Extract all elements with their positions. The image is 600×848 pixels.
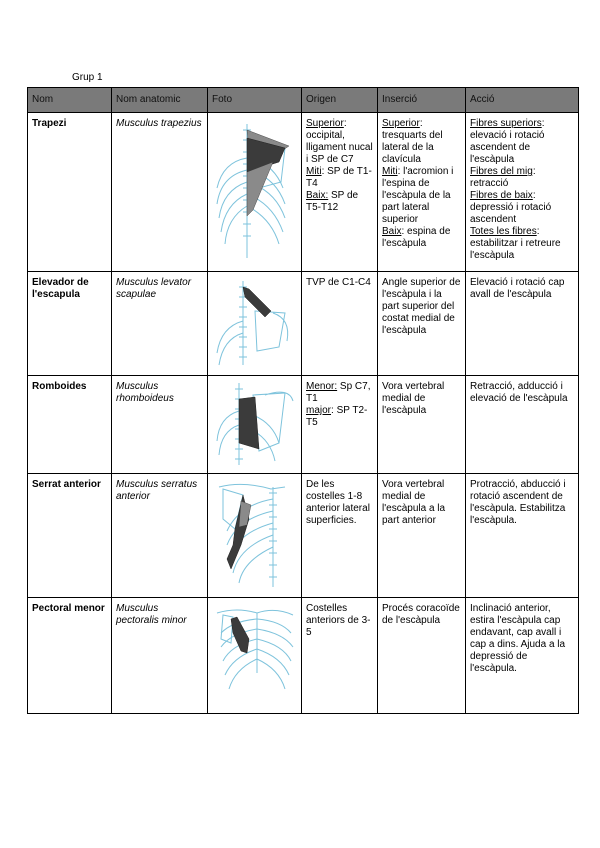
trapezius-illustration (213, 118, 297, 264)
row-action: Retracció, adducció i elevació de l'escàpula (466, 376, 579, 474)
header-nom: Nom (28, 88, 112, 113)
rhomboid-illustration (213, 381, 297, 467)
row-photo (208, 113, 302, 272)
action-superior-text: : elevació i rotació ascendent de l'escàpula (470, 118, 545, 165)
row-origin (302, 376, 378, 474)
row-anatomic-name: Musculus levator scapulae (112, 272, 208, 376)
table-row (28, 272, 579, 376)
header-insercio: Inserció (378, 88, 466, 113)
action-mid-text: : retracció (470, 166, 536, 189)
origin-mid-text: : SP de T1-T4 (306, 166, 372, 189)
table-row (28, 376, 579, 474)
row-photo (208, 598, 302, 714)
row-anatomic-name: Musculus pectoralis minor (112, 598, 208, 714)
insertion-superior-text: : tresquarts del lateral de la clavícula (382, 118, 443, 165)
header-anatomic: Nom anatomic (112, 88, 208, 113)
row-action: Protracció, abducció i rotació ascendent de l'escàpula. Estabilitza l'escàpula. (466, 474, 579, 598)
muscle-table (27, 87, 579, 714)
table-row (28, 474, 579, 598)
row-anatomic-name: Musculus rhomboideus (112, 376, 208, 474)
row-insertion: Vora vertebral medial de l'escàpula (378, 376, 466, 474)
origin-superior-label: Superior (306, 118, 344, 129)
row-action (466, 113, 579, 272)
row-name: Romboides (28, 376, 112, 474)
header-origen: Origen (302, 88, 378, 113)
row-insertion: Angle superior de l'escàpula i la part superior del costat medial de l'escàpula (378, 272, 466, 376)
row-origin (302, 113, 378, 272)
row-name: Elevador de l'escapula (28, 272, 112, 376)
row-name: Serrat anterior (28, 474, 112, 598)
serratus-anterior-illustration (213, 479, 297, 591)
origin-superior-text: : occipital, lligament nucal i SP de C7 (306, 118, 373, 165)
insertion-mid-text: : l'acromion i l'espina de l'escàpula de la part lateral superior (382, 166, 454, 225)
levator-scapulae-illustration (213, 277, 297, 369)
action-mid-label: Fibres del mig (470, 166, 533, 177)
row-insertion (378, 113, 466, 272)
row-origin: TVP de C1-C4 (302, 272, 378, 376)
row-name: Pectoral menor (28, 598, 112, 714)
origin-low-label: Baix: (306, 190, 329, 201)
header-foto: Foto (208, 88, 302, 113)
insertion-mid-label: Miti (382, 166, 398, 177)
row-photo (208, 474, 302, 598)
header-accio: Acció (466, 88, 579, 113)
row-name: Trapezi (28, 113, 112, 272)
action-all-text: : estabilitzar i retreure l'escàpula (470, 226, 561, 261)
insertion-low-text: : espina de l'escàpula (382, 226, 451, 249)
origin-minor-text: Sp C7, T1 (306, 381, 371, 404)
row-origin: Costelles anteriors de 3-5 (302, 598, 378, 714)
group-label: Grup 1 (72, 72, 103, 83)
table-row (28, 598, 579, 714)
row-origin: De les costelles 1-8 anterior lateral superficies. (302, 474, 378, 598)
origin-major-label: major (306, 405, 332, 416)
row-photo (208, 376, 302, 474)
row-action: Inclinació anterior, estira l'escàpula cap endavant, cap avall i cap a dins. Ajuda a la depressió de l'escàpula. (466, 598, 579, 714)
row-insertion: Procés coracoïde de l'escàpula (378, 598, 466, 714)
action-low-text: : depressió i rotació ascendent (470, 190, 552, 225)
row-anatomic-name: Musculus trapezius (112, 113, 208, 272)
action-all-label: Totes les fibres (470, 226, 537, 237)
origin-minor-label: Menor: (306, 381, 338, 392)
table-row (28, 113, 579, 272)
row-action: Elevació i rotació cap avall de l'escàpula (466, 272, 579, 376)
insertion-superior-label: Superior (382, 118, 420, 129)
origin-low-text: SP de T5-T12 (306, 190, 359, 213)
insertion-low-label: Baix (382, 226, 402, 237)
row-anatomic-name: Musculus serratus anterior (112, 474, 208, 598)
action-low-label: Fibres de baix (470, 190, 533, 201)
header-row (28, 88, 579, 113)
origin-mid-label: Miti (306, 166, 322, 177)
action-superior-label: Fibres superiors (470, 118, 542, 129)
pectoralis-minor-illustration (213, 603, 297, 707)
origin-major-text: : SP T2-T5 (306, 405, 368, 428)
row-insertion: Vora vertebral medial de l'escàpula a la part anterior (378, 474, 466, 598)
row-photo (208, 272, 302, 376)
